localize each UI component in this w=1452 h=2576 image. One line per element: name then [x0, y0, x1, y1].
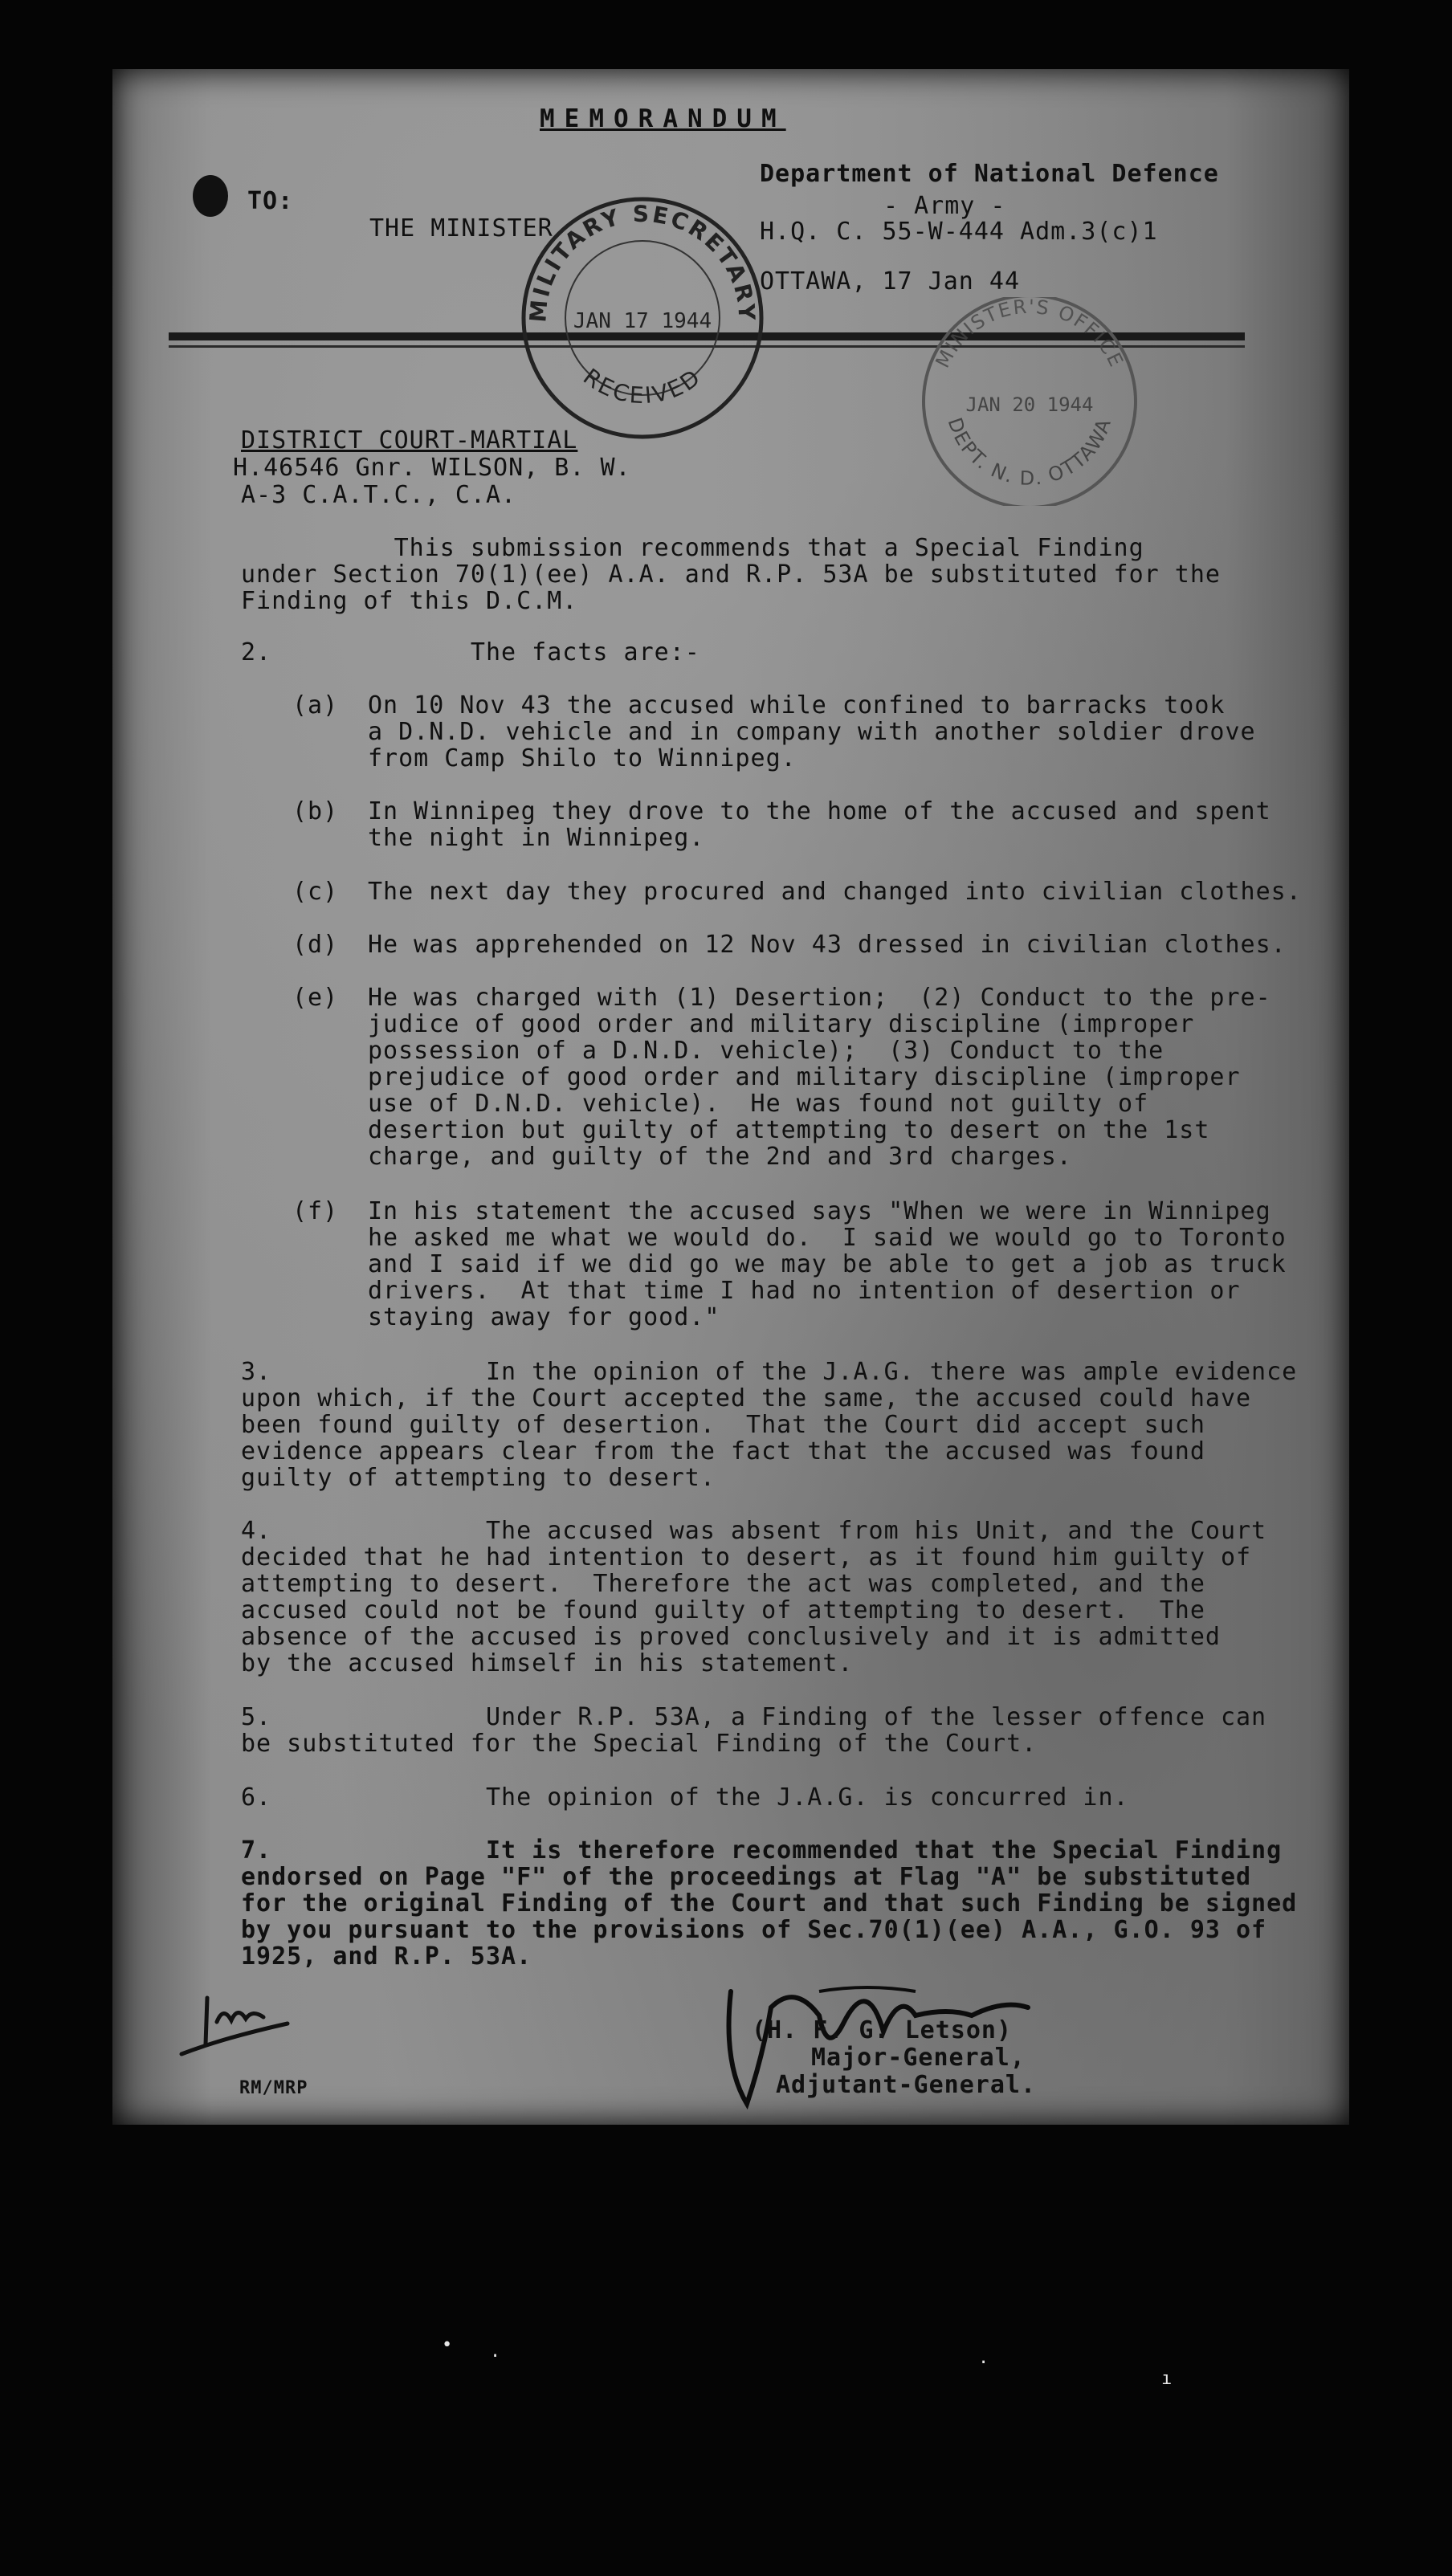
fact-line: he asked me what we would do. I said we would go to Toronto — [368, 1224, 1287, 1252]
subject-heading: DISTRICT COURT-MARTIAL — [241, 426, 578, 454]
fact-label: (e) — [292, 984, 339, 1012]
fact-line: use of D.N.D. vehicle). He was found not guilty of — [368, 1090, 1149, 1118]
place-date: OTTAWA, 17 Jan 44 — [760, 267, 1021, 296]
paragraph-4-line: by the accused himself in his statement. — [241, 1649, 854, 1677]
handwritten-initials — [175, 1982, 296, 2062]
military-secretary-stamp — [514, 190, 771, 446]
signatory-name: (H. F. G. Letson) — [752, 2016, 1013, 2044]
paragraph-7-line: by you pursuant to the provisions of Sec.70(1)(ee) A.A., G.O. 93 of — [241, 1916, 1267, 1944]
intro-line: Finding of this D.C.M. — [241, 587, 578, 615]
memo-title: MEMORANDUM — [540, 104, 786, 133]
scan-speck: · — [490, 2346, 501, 2366]
fact-line: desertion but guilty of attempting to desert on the 1st — [368, 1116, 1210, 1144]
fact-line: prejudice of good order and military discipline (improper — [368, 1063, 1241, 1091]
stamp-top-text: MILITARY SECRETARY — [524, 200, 761, 324]
intro-line: under Section 70(1)(ee) A.A. and R.P. 53A be substituted for the — [241, 560, 1221, 589]
typist-reference: RM/MRP — [239, 2078, 308, 2098]
fact-line: and I said if we did go we may be able to get a job as truck — [368, 1250, 1287, 1278]
addressee: THE MINISTER — [369, 214, 553, 243]
stamp-date: JAN 17 1944 — [573, 309, 712, 333]
paragraph-3-line: guilty of attempting to desert. — [241, 1464, 716, 1492]
paragraph-7-line: 7. It is therefore recommended that the Special Finding — [241, 1836, 1283, 1865]
intro-line: This submission recommends that a Special Finding — [241, 534, 1144, 562]
paragraph-3-line: 3. In the opinion of the J.A.G. there was ample evidence — [241, 1358, 1298, 1386]
fact-line: In Winnipeg they drove to the home of the accused and spent — [368, 797, 1271, 825]
fact-line: a D.N.D. vehicle and in company with another soldier drove — [368, 718, 1256, 746]
svg-text:RECEIVED — [578, 363, 707, 409]
to-label: TO: — [247, 187, 294, 215]
fact-line: staying away for good." — [368, 1303, 720, 1331]
paragraph-4-line: decided that he had intention to desert, as it found him guilty of — [241, 1543, 1252, 1571]
svg-text:DEPT. N. D. OTTAWA — [944, 415, 1116, 490]
paragraph-6-line: 6. The opinion of the J.A.G. is concurred in. — [241, 1783, 1129, 1812]
fact-line: possession of a D.N.D. vehicle); (3) Conduct to the — [368, 1037, 1164, 1065]
paragraph-7-line: 1925, and R.P. 53A. — [241, 1942, 532, 1971]
paragraph-7-line: endorsed on Page "F" of the proceedings at Flag "A" be substituted — [241, 1863, 1252, 1891]
fact-line: from Camp Shilo to Winnipeg. — [368, 744, 797, 772]
fact-line: charge, and guilty of the 2nd and 3rd charges. — [368, 1143, 1072, 1171]
signatory-title: Adjutant-General. — [776, 2071, 1037, 2099]
stamp2-top-text: MINISTER'S OFFICE — [931, 297, 1128, 372]
paragraph-4-line: 4. The accused was absent from his Unit, and the Court — [241, 1517, 1267, 1545]
minister-office-stamp — [909, 297, 1150, 506]
stamp2-bottom-text: DEPT. N. D. OTTAWA — [943, 414, 1116, 490]
fact-label: (b) — [292, 797, 339, 825]
fact-label: (c) — [292, 878, 339, 906]
fact-label: (f) — [292, 1197, 339, 1225]
subject-soldier: H.46546 Gnr. WILSON, B. W. — [233, 454, 631, 482]
fact-line: On 10 Nov 43 the accused while confined to barracks took — [368, 691, 1226, 719]
svg-text:MINISTER'S OFFICE — [931, 297, 1128, 372]
stamp-bottom-text: RECEIVED — [578, 363, 707, 410]
fact-line: judice of good order and military discipline (improper — [368, 1010, 1195, 1038]
fact-line: He was charged with (1) Desertion; (2) Conduct to the pre- — [368, 984, 1271, 1012]
fact-line: drivers. At that time I had no intention of desertion or — [368, 1277, 1241, 1305]
svg-text:MILITARY SECRETARY — [524, 201, 760, 324]
scan-speck: · — [978, 2353, 989, 2373]
fact-line: He was apprehended on 12 Nov 43 dressed in civilian clothes. — [368, 931, 1287, 959]
army-line: - Army - — [883, 192, 1006, 220]
subject-unit: A-3 C.A.T.C., C.A. — [241, 481, 517, 509]
fact-line: The next day they procured and changed into civilian clothes. — [368, 878, 1302, 906]
paragraph-2-heading: 2. The facts are:- — [241, 638, 700, 666]
file-reference: H.Q. C. 55-W-444 Adm.3(c)1 — [760, 218, 1158, 246]
stamp2-date: JAN 20 1944 — [965, 393, 1094, 416]
paragraph-7-line: for the original Finding of the Court and that such Finding be signed — [241, 1889, 1298, 1918]
paragraph-3-line: upon which, if the Court accepted the same, the accused could have — [241, 1384, 1252, 1412]
paragraph-4-line: absence of the accused is proved conclusively and it is admitted — [241, 1623, 1221, 1651]
paragraph-3-line: evidence appears clear from the fact that the accused was found — [241, 1437, 1205, 1465]
signatory-rank: Major-General, — [811, 2044, 1026, 2072]
scan-speck: • — [442, 2335, 453, 2355]
fact-line: In his statement the accused says "When we were in Winnipeg — [368, 1197, 1271, 1225]
paragraph-4-line: accused could not be found guilty of attempting to desert. The — [241, 1596, 1205, 1624]
punch-hole — [193, 175, 228, 217]
fact-line: the night in Winnipeg. — [368, 824, 705, 852]
fact-label: (a) — [292, 691, 339, 719]
paragraph-5-line: 5. Under R.P. 53A, a Finding of the lesser offence can — [241, 1703, 1267, 1731]
paragraph-5-line: be substituted for the Special Finding of the Court. — [241, 1730, 1038, 1758]
scan-speck: ı — [1161, 2369, 1173, 2389]
paragraph-3-line: been found guilty of desertion. That the Court did accept such — [241, 1411, 1205, 1439]
paragraph-4-line: attempting to desert. Therefore the act was completed, and the — [241, 1570, 1205, 1598]
fact-label: (d) — [292, 931, 339, 959]
department-line: Department of National Defence — [760, 160, 1219, 188]
